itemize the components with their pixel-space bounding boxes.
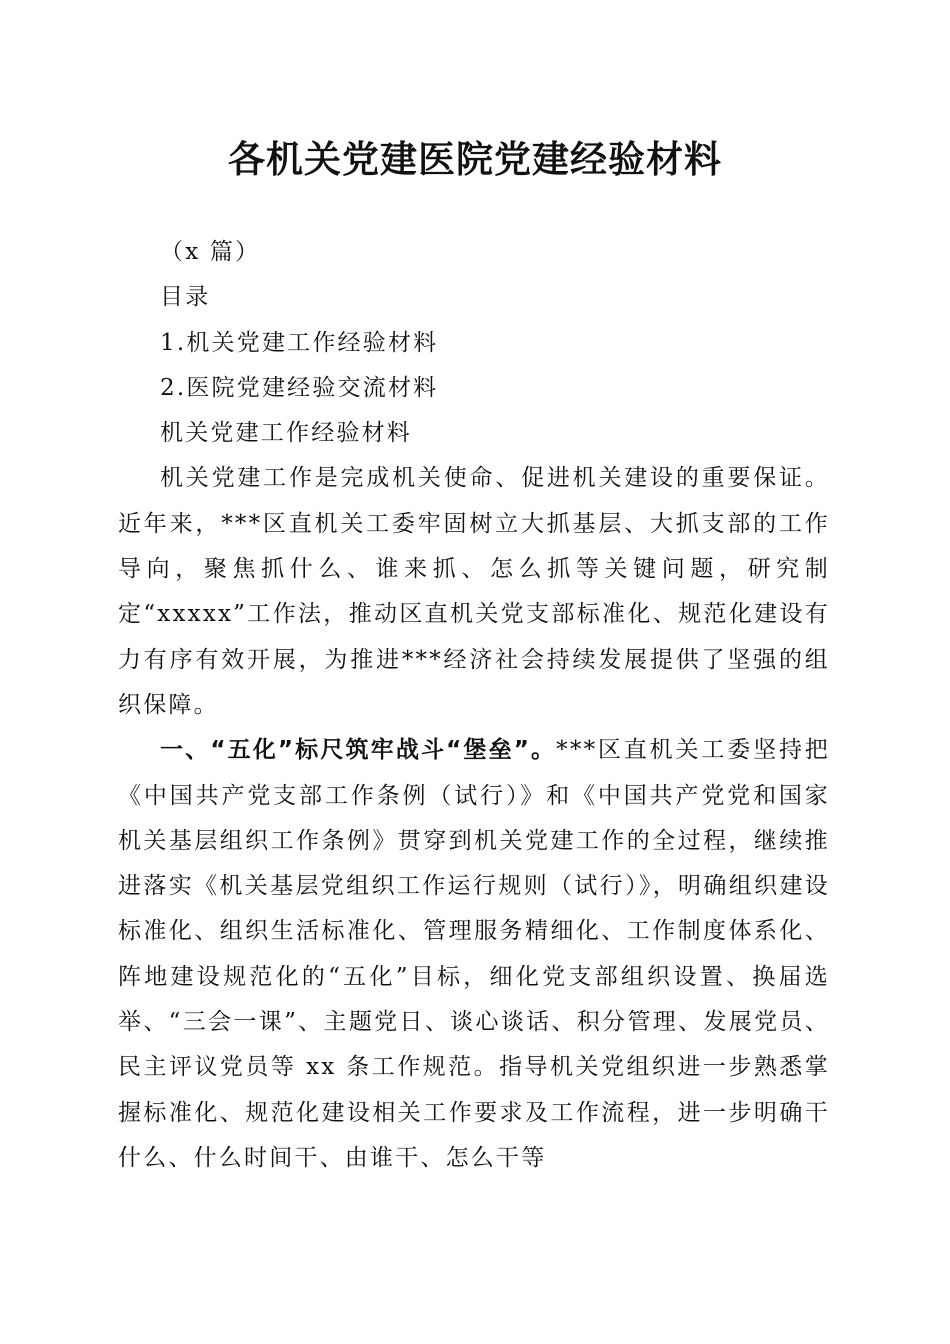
section1-heading: 一、“五化”标尺筑牢战斗“堡垒”。	[160, 737, 557, 764]
section-title: 机关党建工作经验材料	[160, 420, 412, 447]
toc-label: 目录	[160, 284, 211, 311]
intro-paragraph: 机关党建工作是完成机关使命、促进机关建设的重要保证。近年来，***区直机关工委牢固树立大抓基层、大抓支部的工作导向，聚焦抓什么、谁来抓、怎么抓等关键问题，研究制定“xxxxx”工作法，推动区直机关党支部标准化、规范化建设有力有序有效开展，为推进***经济社会持续发展提供了坚强的组织保障。	[118, 465, 830, 718]
document-subtitle: （x 篇）	[160, 239, 261, 265]
toc-item: 2.医院党建经验交流材料	[160, 374, 439, 401]
document-body	[118, 230, 830, 1181]
document-title: 各机关党建医院党建经验材料	[228, 137, 722, 181]
toc-item: 1.机关党建工作经验材料	[160, 329, 439, 356]
section1-body: ***区直机关工委坚持把《中国共产党支部工作条例（试行）》和《中国共产党党和国家机关基层组织工作条例》贯穿到机关党建工作的全过程，继续推进落实《机关基层党组织工作运行规则（试行）》，明确组织建设标准化、组织生活标准化、管理服务精细化、工作制度体系化、阵地建设规范化的“五化”目标，细化党支部组织设置、换届选举、“三会一课”、主题党日、谈心谈话、积分管理、发展党员、民主评议党员等 xx 条工作规范。指导机关党组织进一步熟悉掌握标准化、规范化建设相关工作要求及工作流程，进一步明确干什么、什么时间干、由谁干、怎么干等	[118, 737, 830, 1171]
section1-paragraph	[118, 728, 830, 1181]
